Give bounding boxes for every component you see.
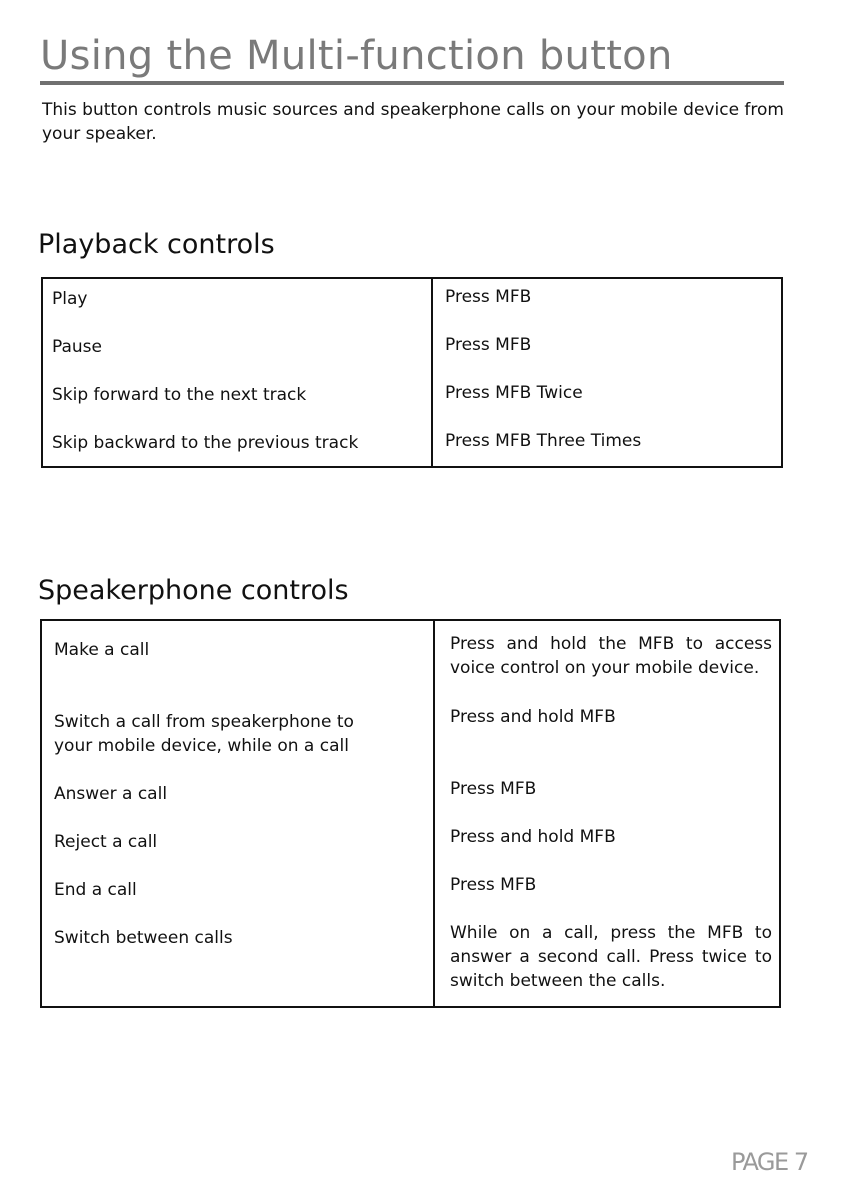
page-number: PAGE 7 bbox=[731, 1148, 808, 1176]
speaker-row-switch-calls-action: Switch between calls bbox=[54, 928, 233, 948]
speaker-row-reject-call-method: Press and hold MFB bbox=[450, 827, 616, 847]
playback-row-skip-backward-method: Press MFB Three Times bbox=[445, 431, 642, 451]
playback-row-pause-action: Pause bbox=[52, 337, 102, 357]
table-column-divider bbox=[431, 279, 433, 466]
title-underline bbox=[40, 81, 784, 85]
page-title: Using the Multi-function button bbox=[40, 33, 673, 79]
speaker-row-make-call-action: Make a call bbox=[54, 640, 150, 660]
speaker-row-make-call-method: Press and hold the MFB to access voice control on your mobile device. bbox=[450, 634, 772, 678]
speakerphone-controls-table bbox=[40, 619, 781, 1008]
playback-row-skip-forward-method: Press MFB Twice bbox=[445, 383, 583, 403]
playback-row-pause-method: Press MFB bbox=[445, 335, 532, 355]
speaker-row-end-call-action: End a call bbox=[54, 880, 137, 900]
playback-row-play-action: Play bbox=[52, 289, 88, 309]
speaker-row-switch-to-device-method: Press and hold MFB bbox=[450, 707, 616, 727]
speaker-row-switch-calls-method: While on a call, press the MFB to answer a second call. Press twice to switch between the calls. bbox=[450, 923, 772, 991]
playback-row-skip-backward-action: Skip backward to the previous track bbox=[52, 433, 359, 453]
playback-controls-table bbox=[41, 277, 783, 468]
speaker-row-switch-to-device-action: Switch a call from speakerphone to your mobile device, while on a call bbox=[54, 712, 354, 756]
playback-row-skip-forward-action: Skip forward to the next track bbox=[52, 385, 307, 405]
playback-row-play-method: Press MFB bbox=[445, 287, 532, 307]
speakerphone-controls-heading: Speakerphone controls bbox=[38, 575, 349, 606]
speaker-row-reject-call-action: Reject a call bbox=[54, 832, 158, 852]
speaker-row-answer-call-method: Press MFB bbox=[450, 779, 537, 799]
playback-controls-heading: Playback controls bbox=[38, 229, 275, 260]
speaker-row-end-call-method: Press MFB bbox=[450, 875, 537, 895]
speaker-row-answer-call-action: Answer a call bbox=[54, 784, 168, 804]
table-column-divider bbox=[433, 621, 435, 1006]
intro-paragraph: This button controls music sources and speakerphone calls on your mobile device from your speaker. bbox=[42, 100, 784, 144]
